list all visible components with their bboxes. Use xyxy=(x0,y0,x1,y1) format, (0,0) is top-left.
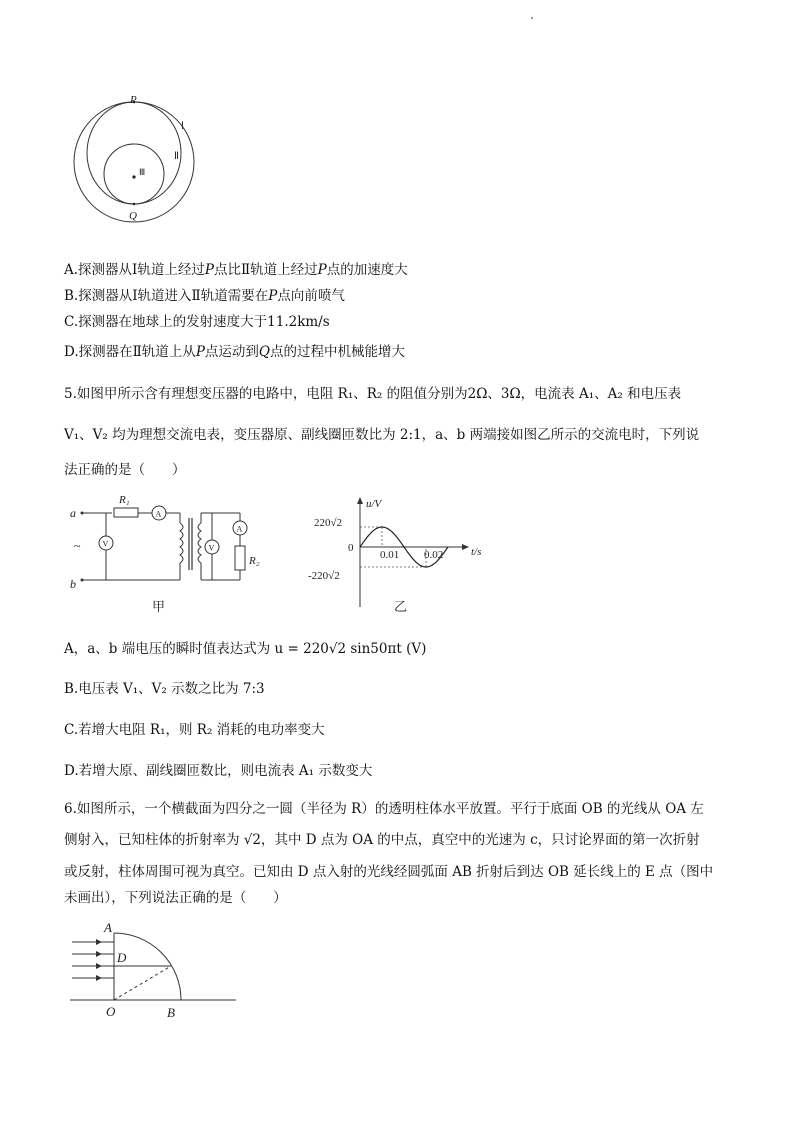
circuit-label-r1: R₁ xyxy=(119,494,130,506)
q4-option-d: D.探测器在Ⅱ轨道上从P点运动到Q点的过程中机械能增大 xyxy=(64,344,405,360)
svg-text:V: V xyxy=(102,539,109,549)
circuit-figure xyxy=(64,488,274,616)
point-q-dot xyxy=(133,203,136,206)
q4-option-a: A.探测器从Ⅰ轨道上经过P点比Ⅱ轨道上经过P点的加速度大 xyxy=(64,262,408,278)
q4-option-b: B.探测器从Ⅰ轨道进入Ⅱ轨道需要在P点向前喷气 xyxy=(64,288,345,304)
label-b: B xyxy=(167,1005,175,1020)
circuit-caption: 甲 xyxy=(152,599,166,614)
wave-tick-1: 0.01 xyxy=(380,549,400,561)
quarter-cylinder-figure xyxy=(64,918,244,1023)
q5-option-a: A，a、b 端电压的瞬时值表达式为 u = 220√2 sin50πt (V) xyxy=(64,641,427,657)
resistor-r2 xyxy=(235,546,245,570)
orbit-figure xyxy=(64,95,214,225)
q6-stem-line3: 或反射，柱体周围可视为真空。已知由 D 点入射的光线经圆弧面 AB 折射后到达 OB 延长线上的 E 点（图中 xyxy=(64,864,714,880)
svg-text:V: V xyxy=(208,543,215,553)
label-orbit-2: Ⅱ xyxy=(174,151,179,162)
secondary-coil xyxy=(198,523,201,563)
circuit-label-tilde: ~ xyxy=(74,539,81,553)
wave-tick-2: 0.02 xyxy=(424,549,444,561)
primary-coil xyxy=(180,523,183,563)
circuit-label-b: b xyxy=(70,577,76,591)
circuit-label-a: a xyxy=(70,506,76,520)
circuit-label-r2: R₂ xyxy=(249,555,260,567)
wave-ylabel: u/V xyxy=(366,498,382,510)
label-d: D xyxy=(117,950,127,965)
svg-text:A: A xyxy=(155,509,162,519)
orbit-ellipse xyxy=(87,102,181,204)
q5-option-c: C.若增大电阻 R₁，则 R₂ 消耗的电功率变大 xyxy=(64,722,325,738)
q5-option-b: B.电压表 V₁、V₂ 示数之比为 7:3 xyxy=(64,681,265,697)
wave-origin-label: 0 xyxy=(348,542,354,554)
q5-stem-line2: V₁、V₂ 均为理想交流电表，变压器原、副线圈匝数比为 2:1，a、b 两端接如图乙所示的交流电时，下列说 xyxy=(64,427,700,443)
orbit-inner-circle xyxy=(104,144,164,204)
scan-speck xyxy=(531,17,533,19)
wave-ymin-label: -220√2 xyxy=(308,570,340,582)
label-orbit-1: Ⅰ xyxy=(181,121,184,132)
q6-stem-line4: 未画出），下列说法正确的是（ ） xyxy=(64,890,287,906)
label-q: Q xyxy=(129,210,137,222)
earth-center-dot xyxy=(132,175,135,178)
svg-text:A: A xyxy=(236,524,243,534)
label-p: P xyxy=(130,95,137,106)
q5-option-d: D.若增大原、副线圈匝数比，则电流表 A₁ 示数变大 xyxy=(64,763,373,779)
q5-stem-line3: 法正确的是（ ） xyxy=(64,462,186,478)
q6-stem-line1: 6.如图所示，一个横截面为四分之一圆（半径为 R）的透明柱体水平放置。平行于底面 OB 的光线从 OA 左 xyxy=(64,801,704,817)
q6-stem-line2: 侧射入，已知柱体的折射率为 √2，其中 D 点为 OA 的中点，真空中的光速为 c，只讨论界面的第一次折射 xyxy=(64,832,700,848)
dashed-radius xyxy=(114,966,171,1000)
q4-option-c: C.探测器在地球上的发射速度大于11.2km/s xyxy=(64,314,330,330)
wave-figure xyxy=(306,495,496,615)
label-orbit-3: Ⅲ xyxy=(139,167,146,177)
label-a: A xyxy=(104,920,112,935)
wave-ymax-label: 220√2 xyxy=(314,517,343,529)
q5-stem-line1: 5.如图甲所示含有理想变压器的电路中，电阻 R₁、R₂ 的阻值分别为2Ω、3Ω，电流表 A₁、A₂ 和电压表 xyxy=(64,386,682,402)
wave-caption: 乙 xyxy=(394,599,408,614)
label-o: O xyxy=(106,1004,116,1019)
resistor-r1 xyxy=(114,508,138,517)
wave-xlabel: t/s xyxy=(471,546,482,558)
